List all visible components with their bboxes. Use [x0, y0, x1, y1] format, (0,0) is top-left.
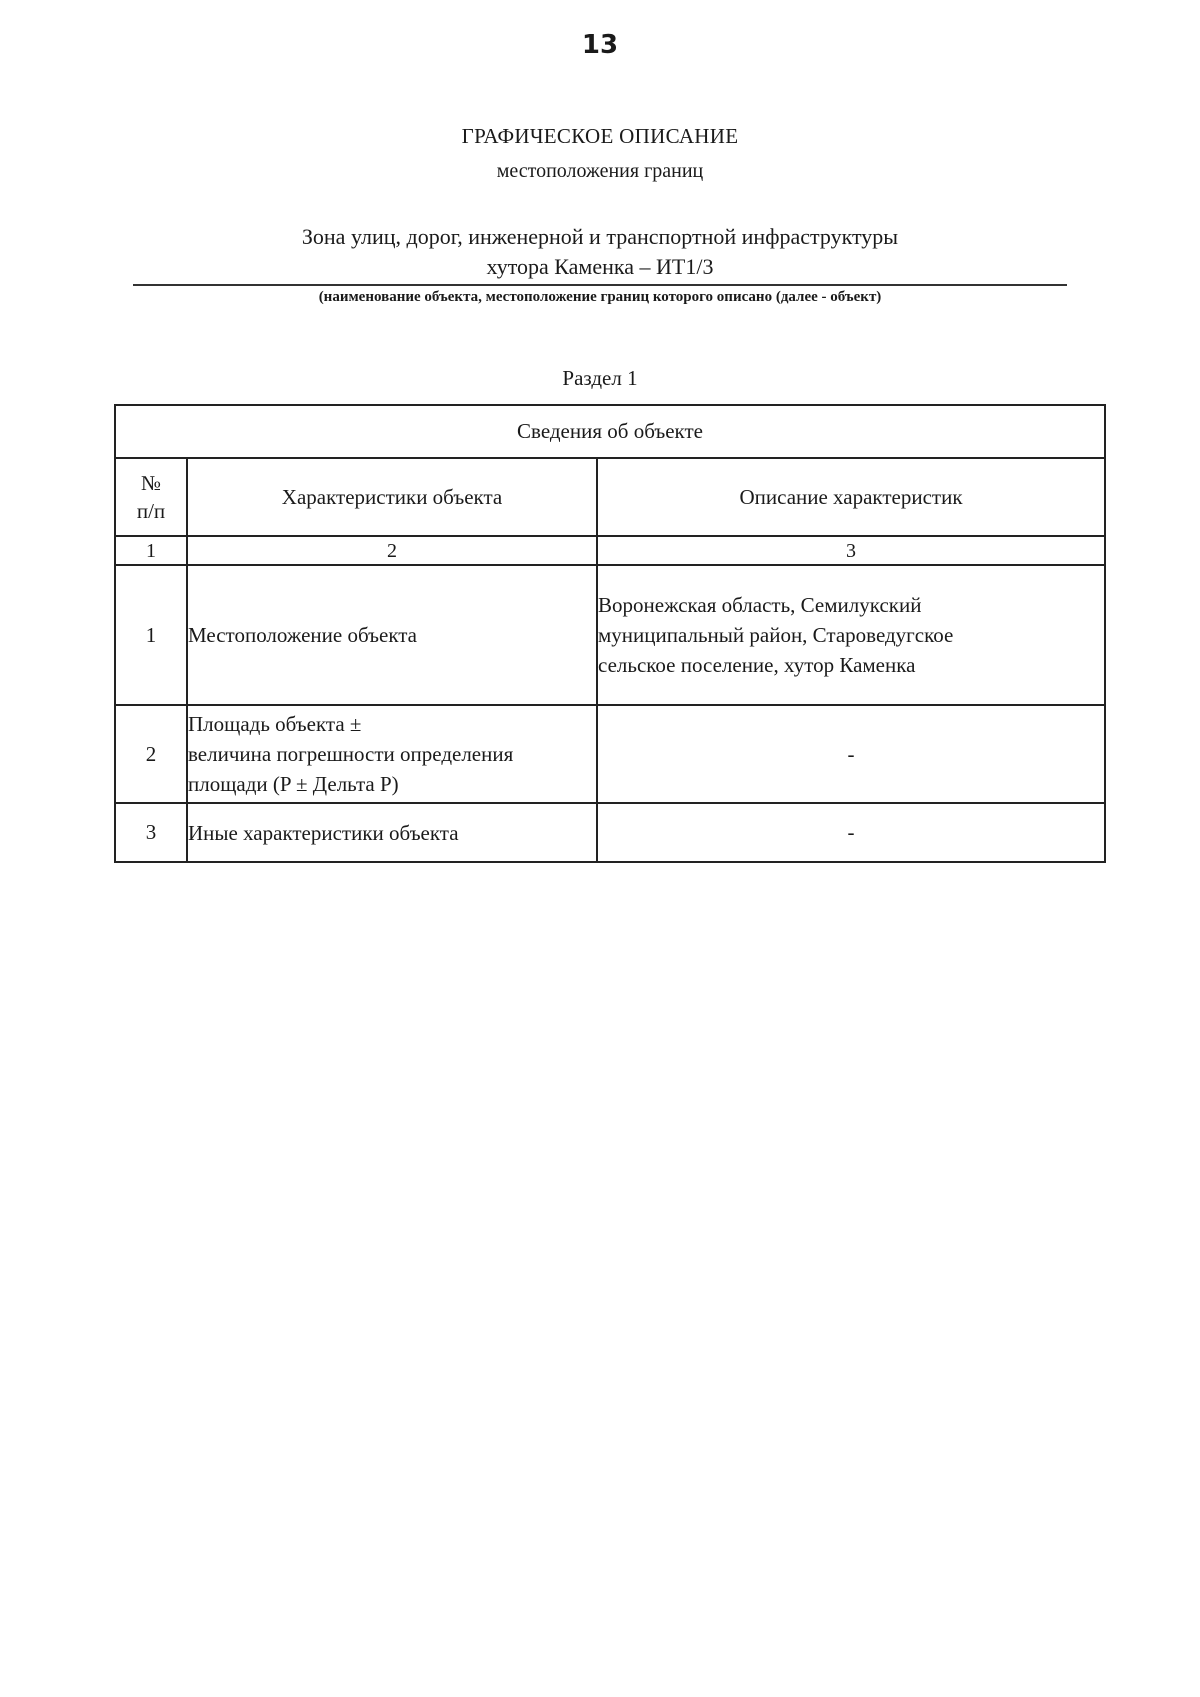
header-characteristic: Характеристики объекта — [187, 458, 597, 536]
object-name-caption: (наименование объекта, местоположение границ которого описано (далее - объект) — [318, 289, 882, 305]
table-caption: Сведения об объекте — [115, 405, 1105, 458]
header-number: № п/п — [115, 458, 187, 536]
row-description: - — [597, 803, 1105, 862]
object-name-line-1: Зона улиц, дорог, инженерной и транспортной инфраструктуры — [301, 224, 899, 249]
row-characteristic: Площадь объекта ± величина погрешности определения площади (P ± Дельта P) — [187, 705, 597, 803]
table-row — [115, 565, 1105, 705]
section-title: Раздел 1 — [562, 366, 638, 390]
document-subtitle: местоположения границ — [496, 160, 704, 182]
column-number-row — [115, 536, 1105, 565]
column-number: 2 — [187, 536, 597, 565]
column-number: 1 — [115, 536, 187, 565]
table-header-row — [115, 458, 1105, 536]
table-row — [115, 803, 1105, 862]
row-number: 3 — [115, 803, 187, 862]
object-name-line-2: хутора Каменка – ИТ1/3 — [486, 254, 714, 279]
row-number: 2 — [115, 705, 187, 803]
row-characteristic: Иные характеристики объекта — [187, 803, 597, 862]
page-number: 13 — [581, 30, 619, 60]
row-number: 1 — [115, 565, 187, 705]
row-characteristic: Местоположение объекта — [187, 565, 597, 705]
object-name-underline — [133, 284, 1067, 286]
row-description: - — [597, 705, 1105, 803]
table-caption-row — [115, 405, 1105, 458]
object-info-table — [114, 404, 1106, 863]
column-number: 3 — [597, 536, 1105, 565]
header-description: Описание характеристик — [597, 458, 1105, 536]
object-name — [133, 222, 1067, 282]
table-row — [115, 705, 1105, 803]
document-title: ГРАФИЧЕСКОЕ ОПИСАНИЕ — [461, 124, 739, 148]
row-description: Воронежская область, Семилукский муниципальный район, Староведугское сельское поселение, хутор Каменка — [597, 565, 1105, 705]
